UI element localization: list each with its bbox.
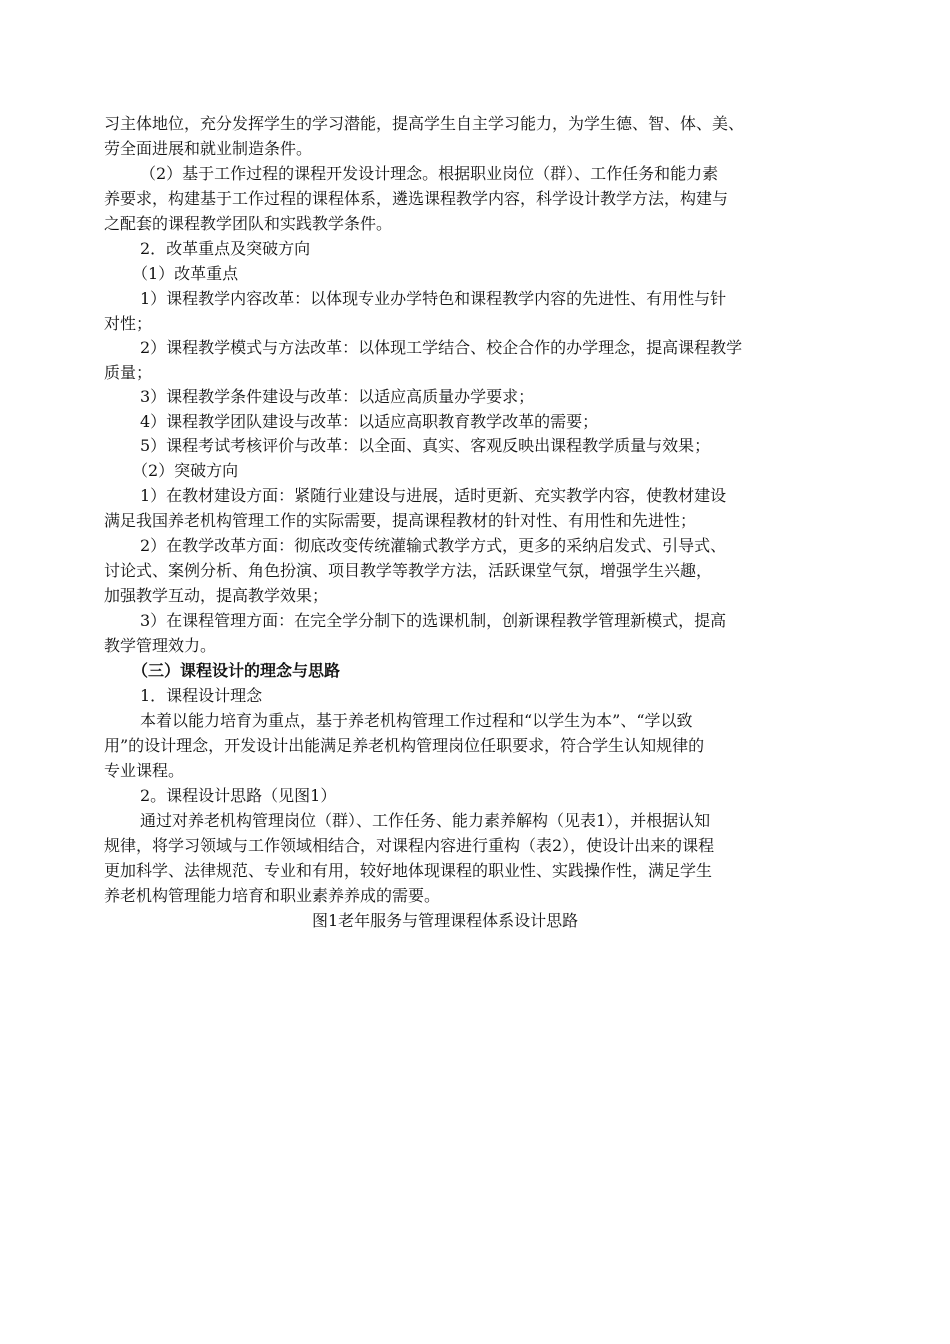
paragraph-line: 规律，将学习领域与工作领域相结合，对课程内容进行重构（表2），使设计出来的课程 <box>104 836 715 855</box>
section-heading: 2。课程设计思路（见图1） <box>140 786 337 805</box>
paragraph-line: 习主体地位，充分发挥学生的学习潜能，提高学生自主学习能力，为学生德、智、体、美、 <box>104 114 745 133</box>
list-item: 3）课程教学条件建设与改革：以适应高质量办学要求； <box>140 387 535 406</box>
list-item: 5）课程考试考核评价与改革：以全面、真实、客观反映出课程教学质量与效果； <box>140 436 711 455</box>
paragraph-line: 加强教学互动，提高教学效果； <box>104 586 329 605</box>
subsection-heading: （2）突破方向 <box>132 461 239 480</box>
list-item: 1）课程教学内容改革：以体现专业办学特色和课程教学内容的先进性、有用性与针 <box>140 289 727 308</box>
list-item: 2）课程教学模式与方法改革：以体现工学结合、校企合作的办学理念，提高课程教学 <box>140 338 743 357</box>
section-heading: 1．课程设计理念 <box>140 686 263 705</box>
paragraph-line: 讨论式、案例分析、角色扮演、项目教学等教学方法，活跃课堂气氛，增强学生兴趣， <box>104 561 713 580</box>
paragraph-line: 劳全面进展和就业制造条件。 <box>104 139 313 158</box>
paragraph-line: 质量； <box>104 363 153 382</box>
paragraph-line: 养要求，构建基于工作过程的课程体系，遴选课程教学内容，科学设计教学方法，构建与 <box>104 189 729 208</box>
paragraph-line: 专业课程。 <box>104 761 185 780</box>
list-item: 1）在教材建设方面：紧随行业建设与进展，适时更新、充实教学内容，使教材建设 <box>140 486 727 505</box>
figure-caption: 图1老年服务与管理课程体系设计思路 <box>312 911 579 930</box>
list-item: 3）在课程管理方面：在完全学分制下的选课机制，创新课程教学管理新模式，提高 <box>140 611 727 630</box>
list-item: 2）在教学改革方面：彻底改变传统灌输式教学方式，更多的采纳启发式、引导式、 <box>140 536 727 555</box>
subsection-heading: （1）改革重点 <box>132 264 239 283</box>
section-heading: 2．改革重点及突破方向 <box>140 239 311 258</box>
paragraph-line: 满足我国养老机构管理工作的实际需要，提高课程教材的针对性、有用性和先进性； <box>104 511 697 530</box>
chapter-heading: （三）课程设计的理念与思路 <box>132 661 341 680</box>
paragraph-line: 对性； <box>104 314 153 333</box>
paragraph-line: （2）基于工作过程的课程开发设计理念。根据职业岗位（群）、工作任务和能力素 <box>140 164 719 183</box>
paragraph-line: 教学管理效力。 <box>104 636 217 655</box>
paragraph-line: 用”的设计理念，开发设计出能满足养老机构管理岗位任职要求，符合学生认知规律的 <box>104 736 705 755</box>
paragraph-line: 之配套的课程教学团队和实践教学条件。 <box>104 214 393 233</box>
paragraph-line: 养老机构管理能力培育和职业素养养成的需要。 <box>104 886 441 905</box>
paragraph-line: 更加科学、法律规范、专业和有用，较好地体现课程的职业性、实践操作性，满足学生 <box>104 861 713 880</box>
paragraph-line: 本着以能力培育为重点，基于养老机构管理工作过程和“以学生为本”、“学以致 <box>140 711 693 730</box>
paragraph-line: 通过对养老机构管理岗位（群）、工作任务、能力素养解构（见表1），并根据认知 <box>140 811 711 830</box>
list-item: 4）课程教学团队建设与改革：以适应高职教育教学改革的需要； <box>140 412 599 431</box>
